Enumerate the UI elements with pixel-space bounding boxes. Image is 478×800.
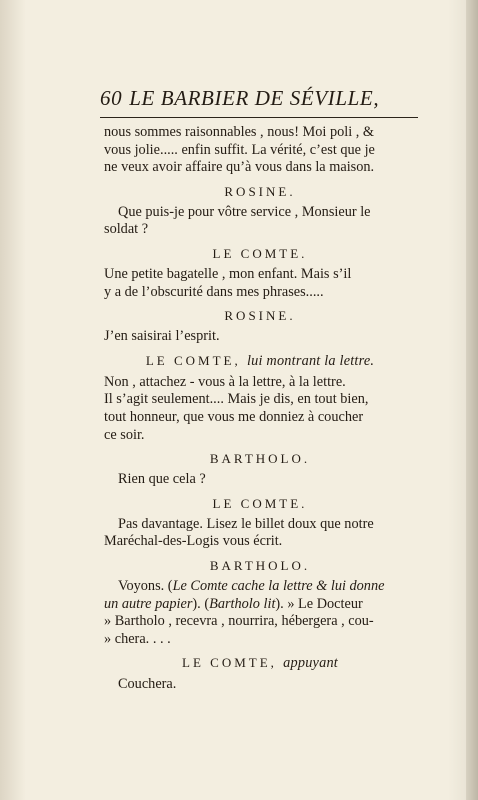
text-line: nous sommes raisonnables , nous! Moi poli , & bbox=[104, 124, 375, 140]
speaker-heading: ROSINE. bbox=[224, 308, 296, 324]
speaker-heading: ROSINE. bbox=[224, 183, 296, 199]
text-line: Une petite bagatelle , mon enfant. Mais s’il bbox=[104, 265, 352, 282]
text-line: Pas davantage. Lisez le billet doux que notre bbox=[118, 515, 374, 532]
page-edge bbox=[466, 0, 478, 800]
text-line: J’en saisirai l’esprit. bbox=[104, 328, 220, 345]
text-line: Il s’agit seulement.... Mais je dis, en tout bien, bbox=[104, 391, 369, 408]
speaker-heading: LE COMTE. bbox=[212, 245, 308, 261]
text-line: ce soir. bbox=[104, 426, 145, 443]
speaker-heading: BARTHOLO. bbox=[209, 557, 311, 573]
text-line: » Bartholo , recevra , nourrira, hébergera , cou- bbox=[104, 613, 374, 630]
header-rule bbox=[100, 117, 418, 118]
speaker-heading: BARTHOLO. bbox=[209, 451, 311, 467]
stage-direction: lui montrant la lettre. bbox=[246, 352, 375, 369]
stage-direction: un autre papier bbox=[104, 595, 193, 612]
stage-direction: Le Comte cache la lettre & lui donne bbox=[172, 577, 385, 594]
text-line: Rien que cela ? bbox=[118, 471, 206, 488]
page-text bbox=[104, 124, 416, 694]
text-line: Non , attachez - vous à la lettre, à la lettre. bbox=[104, 373, 346, 390]
text-line: » chera. . . . bbox=[104, 630, 171, 647]
text-line: Couchera. bbox=[118, 676, 177, 693]
page-number: 60 bbox=[100, 86, 123, 110]
speaker-heading-with-direction bbox=[104, 654, 416, 672]
text-segment: Voyons. ( bbox=[118, 577, 173, 594]
text-segment: ). » Le Docteur bbox=[275, 595, 363, 612]
speaker-name: LE COMTE, bbox=[182, 655, 277, 671]
speaker-name: LE COMTE, bbox=[145, 352, 241, 368]
text-line: soldat ? bbox=[104, 221, 149, 238]
text-line: Que puis-je pour vôtre service , Monsieur le bbox=[118, 203, 371, 220]
stage-direction: Bartholo lit bbox=[209, 595, 276, 612]
text-line: vous jolie..... enfin suffit. La vérité, c’est que je bbox=[104, 141, 375, 158]
text-line bbox=[104, 578, 416, 596]
running-head bbox=[100, 86, 420, 111]
running-title: LE BARBIER DE SÉVILLE, bbox=[129, 86, 380, 110]
text-line: ne veux avoir affaire qu’à vous dans la maison. bbox=[104, 159, 375, 176]
stage-direction: appuyant bbox=[283, 655, 338, 672]
speaker-heading: LE COMTE. bbox=[212, 495, 308, 511]
text-line: Maréchal-des-Logis vous écrit. bbox=[104, 533, 283, 550]
text-segment: ). ( bbox=[192, 595, 210, 612]
text-line: tout honneur, que vous me donniez à coucher bbox=[104, 408, 364, 425]
text-line bbox=[104, 596, 416, 614]
speaker-heading-with-direction bbox=[104, 352, 416, 370]
text-line: y a de l’obscurité dans mes phrases..... bbox=[104, 283, 324, 300]
